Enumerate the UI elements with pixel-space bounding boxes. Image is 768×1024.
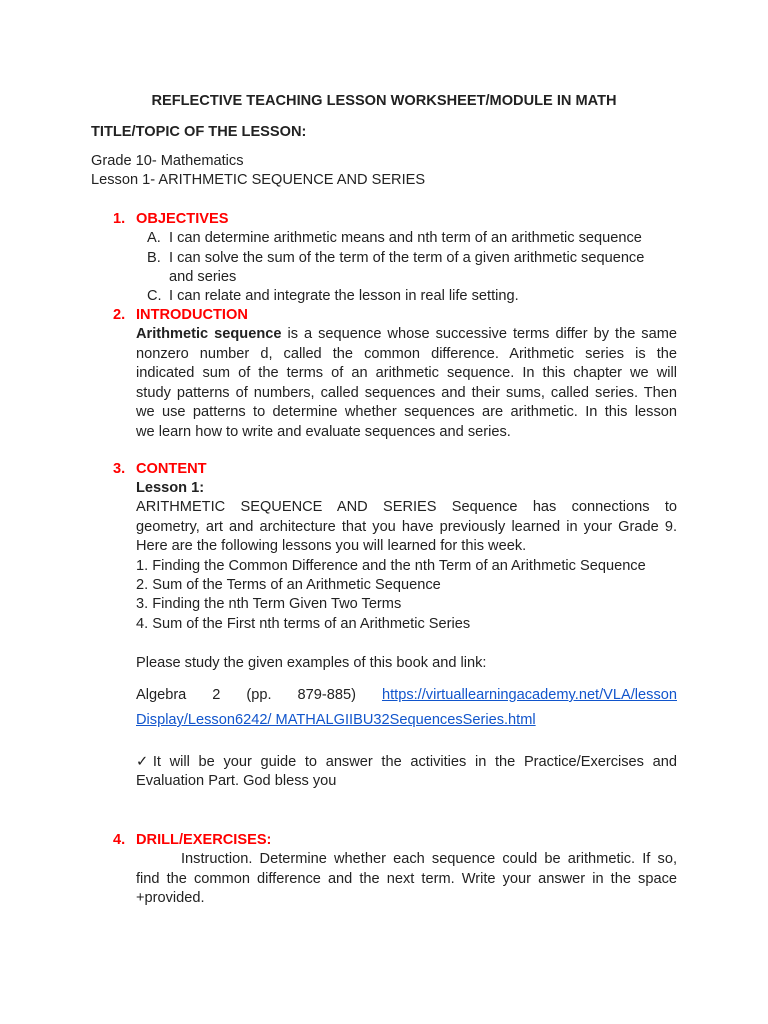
introduction-line-1-text: is a sequence whose successive terms differ by the same — [287, 326, 677, 342]
introduction-line-1 — [136, 326, 677, 342]
guide-line-2: Evaluation Part. God bless you — [136, 773, 337, 789]
book-reference: Algebra 2 (pp. 879-885) — [136, 687, 356, 703]
lesson-link-part-2[interactable]: Display/Lesson6242/ MATHALGIIBU32SequencesSeries.html — [136, 712, 536, 728]
section-number-introduction: 2. — [113, 307, 126, 323]
section-number-drill: 4. — [113, 832, 126, 848]
drill-instruction-line-2: find the common difference and the next term. Write your answer in the space — [136, 871, 677, 887]
lesson-list-item: 3. Finding the nth Term Given Two Terms — [136, 596, 402, 612]
check-mark-icon: ✓ — [136, 753, 153, 770]
objective-text-b: I can solve the sum of the term of the term of a given arithmetic sequence — [169, 250, 645, 266]
content-lesson-label: Lesson 1: — [136, 480, 205, 496]
drill-heading: DRILL/EXERCISES: — [136, 832, 272, 848]
objective-text-b-cont: and series — [169, 269, 237, 285]
objective-letter-b: B. — [147, 250, 161, 266]
study-instruction: Please study the given examples of this book and link: — [136, 655, 487, 671]
guide-line-1 — [136, 753, 677, 770]
document-title: REFLECTIVE TEACHING LESSON WORKSHEET/MODULE IN MATH — [151, 93, 617, 109]
introduction-line-3: indicated sum of the terms of an arithmetic sequence. In this chapter we will — [136, 365, 677, 381]
guide-line-1-text: It will be your guide to answer the activities in the Practice/Exercises and — [152, 754, 677, 770]
introduction-heading: INTRODUCTION — [136, 307, 248, 323]
introduction-line-4: study patterns of numbers, called sequences and their sums, called series. Then — [136, 385, 677, 401]
drill-instruction-line-3: +provided. — [136, 890, 205, 906]
objective-letter-c: C. — [147, 288, 162, 304]
introduction-line-6: we learn how to write and evaluate sequences and series. — [136, 424, 511, 440]
lesson-list-item: 4. Sum of the First nth terms of an Arithmetic Series — [136, 616, 471, 632]
lesson-list-item: 1. Finding the Common Difference and the nth Term of an Arithmetic Sequence — [136, 558, 646, 574]
content-paragraph-line-2: geometry, art and architecture that you have previously learned in your Grade 9. — [136, 519, 677, 535]
introduction-line-5: we use patterns to determine whether sequences are arithmetic. In this lesson — [136, 404, 677, 420]
content-heading: CONTENT — [136, 461, 207, 477]
lesson-link-part-1[interactable]: https://virtuallearningacademy.net/VLA/lesson — [381, 687, 677, 703]
objectives-heading: OBJECTIVES — [136, 211, 229, 227]
topic-label: TITLE/TOPIC OF THE LESSON: — [91, 124, 307, 140]
content-paragraph-line-3: Here are the following lessons you will learned for this week. — [136, 538, 527, 554]
section-number-content: 3. — [113, 461, 126, 477]
lesson-list-item: 2. Sum of the Terms of an Arithmetic Sequence — [136, 577, 441, 593]
drill-instruction-line-1: Instruction. Determine whether each sequence could be arithmetic. If so, — [181, 851, 677, 867]
term-arithmetic-sequence: Arithmetic sequence — [136, 326, 282, 342]
objective-letter-a: A. — [147, 230, 161, 246]
section-number-objectives: 1. — [113, 211, 126, 227]
introduction-line-2: nonzero number d, called the common difference. Arithmetic series is the — [136, 346, 677, 362]
objective-text-c: I can relate and integrate the lesson in real life setting. — [169, 288, 519, 304]
grade-line: Grade 10- Mathematics — [91, 153, 244, 169]
content-paragraph-line-1: ARITHMETIC SEQUENCE AND SERIES Sequence has connections to — [136, 499, 677, 515]
reference-line — [136, 686, 677, 703]
objective-text-a: I can determine arithmetic means and nth term of an arithmetic sequence — [169, 230, 642, 246]
lesson-line: Lesson 1- ARITHMETIC SEQUENCE AND SERIES — [91, 172, 426, 188]
